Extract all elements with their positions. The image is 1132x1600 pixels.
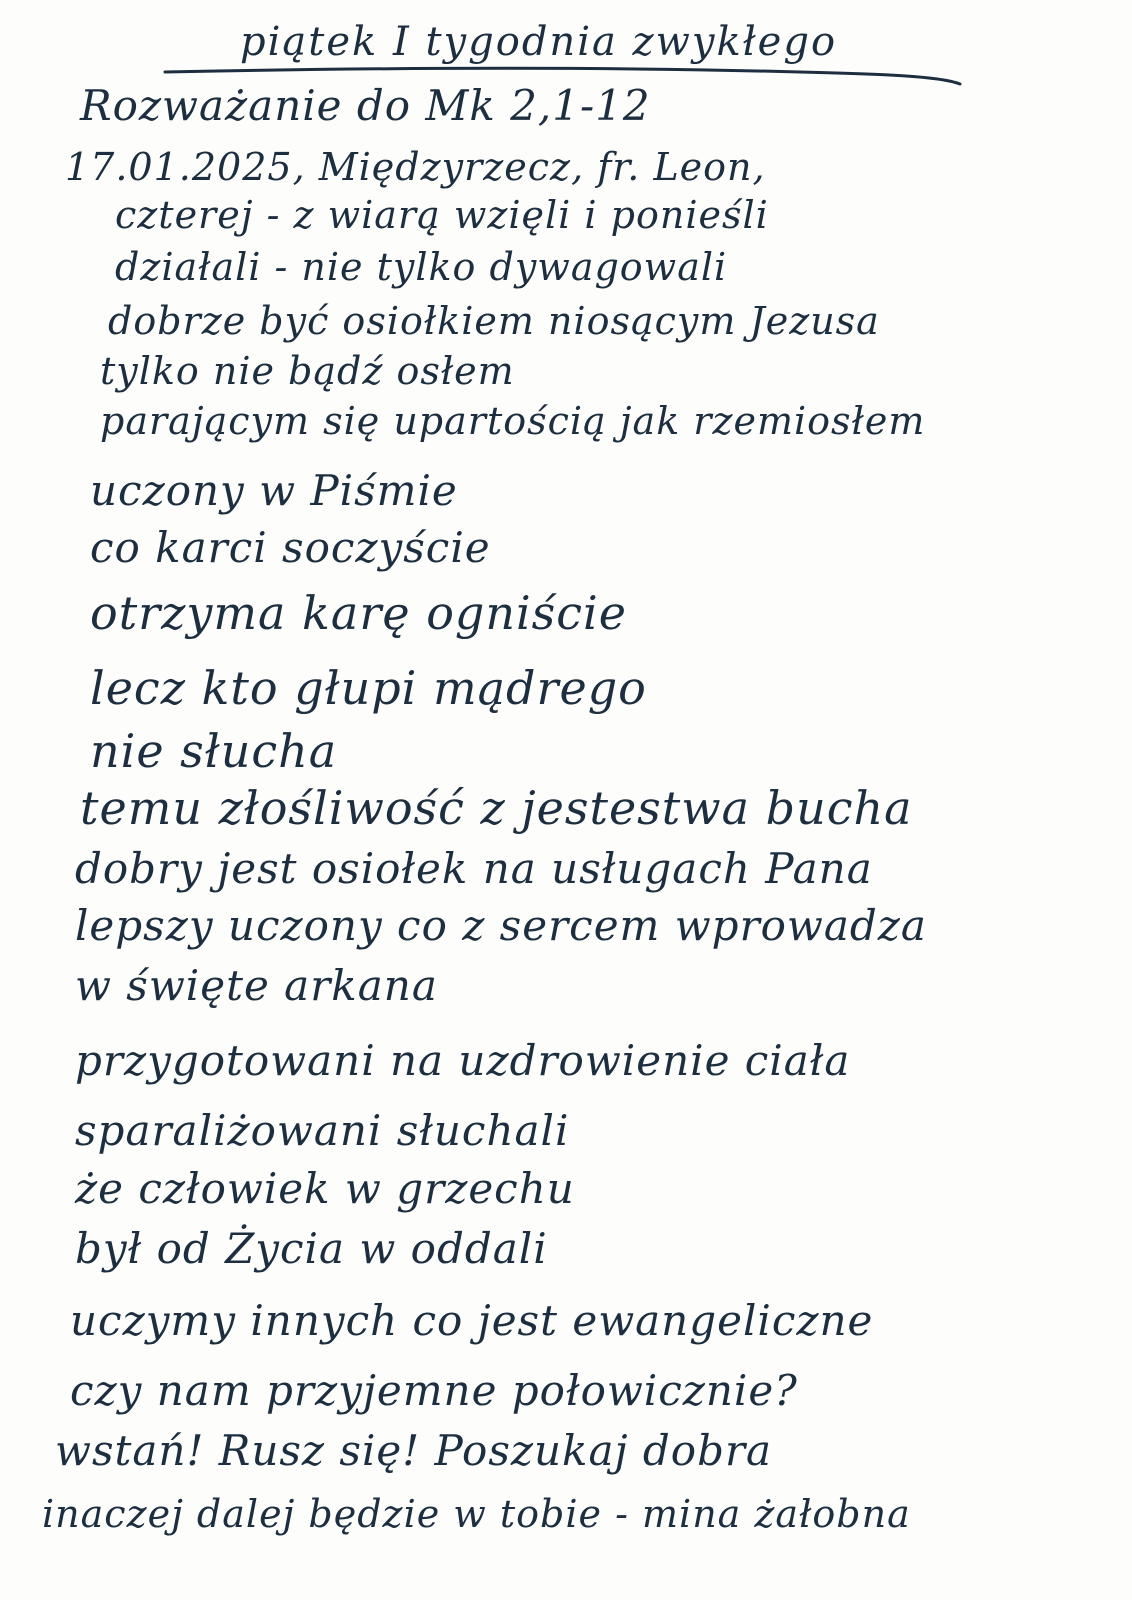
poem-line: czy nam przyjemne połowicznie?	[70, 1366, 798, 1415]
poem-line: nie słucha	[90, 724, 338, 778]
poem-line: lepszy uczony co z sercem wprowadza	[75, 901, 927, 950]
poem-line: dobrze być osiołkiem niosącym Jezusa	[108, 299, 880, 343]
poem-line: że człowiek w grzechu	[75, 1164, 575, 1213]
poem-line: temu złośliwość z jestestwa bucha	[80, 781, 913, 835]
poem-line: był od Życia w oddali	[75, 1224, 548, 1273]
poem-line: lecz kto głupi mądrego	[90, 661, 647, 715]
poem-line: dobry jest osiołek na usługach Pana	[75, 844, 873, 893]
poem-line: przygotowani na uzdrowienie ciała	[75, 1036, 851, 1085]
poem-line: inaczej dalej będzie w tobie - mina żałobna	[42, 1492, 911, 1536]
date-place-author: 17.01.2025, Międzyrzecz, fr. Leon,	[65, 145, 766, 189]
poem-line: uczony w Piśmie	[90, 466, 458, 515]
poem-line: wstań! Rusz się! Poszukaj dobra	[55, 1426, 773, 1475]
poem-line: otrzyma karę ogniście	[90, 586, 627, 640]
poem-line: działali - nie tylko dywagowali	[115, 245, 728, 289]
poem-line: czterej - z wiarą wzięli i ponieśli	[115, 193, 769, 237]
poem-line: co karci soczyście	[90, 523, 491, 572]
poem-line: sparaliżowani słuchali	[75, 1106, 570, 1155]
poem-line: tylko nie bądź osłem	[100, 349, 515, 393]
poem-line: parającym się upartością jak rzemiosłem	[100, 399, 926, 443]
poem-line: uczymy innych co jest ewangeliczne	[70, 1296, 874, 1345]
page-title: piątek I tygodnia zwykłego	[240, 19, 838, 65]
poem-line: w święte arkana	[75, 961, 438, 1010]
page-subtitle: Rozważanie do Mk 2,1-12	[80, 81, 651, 130]
